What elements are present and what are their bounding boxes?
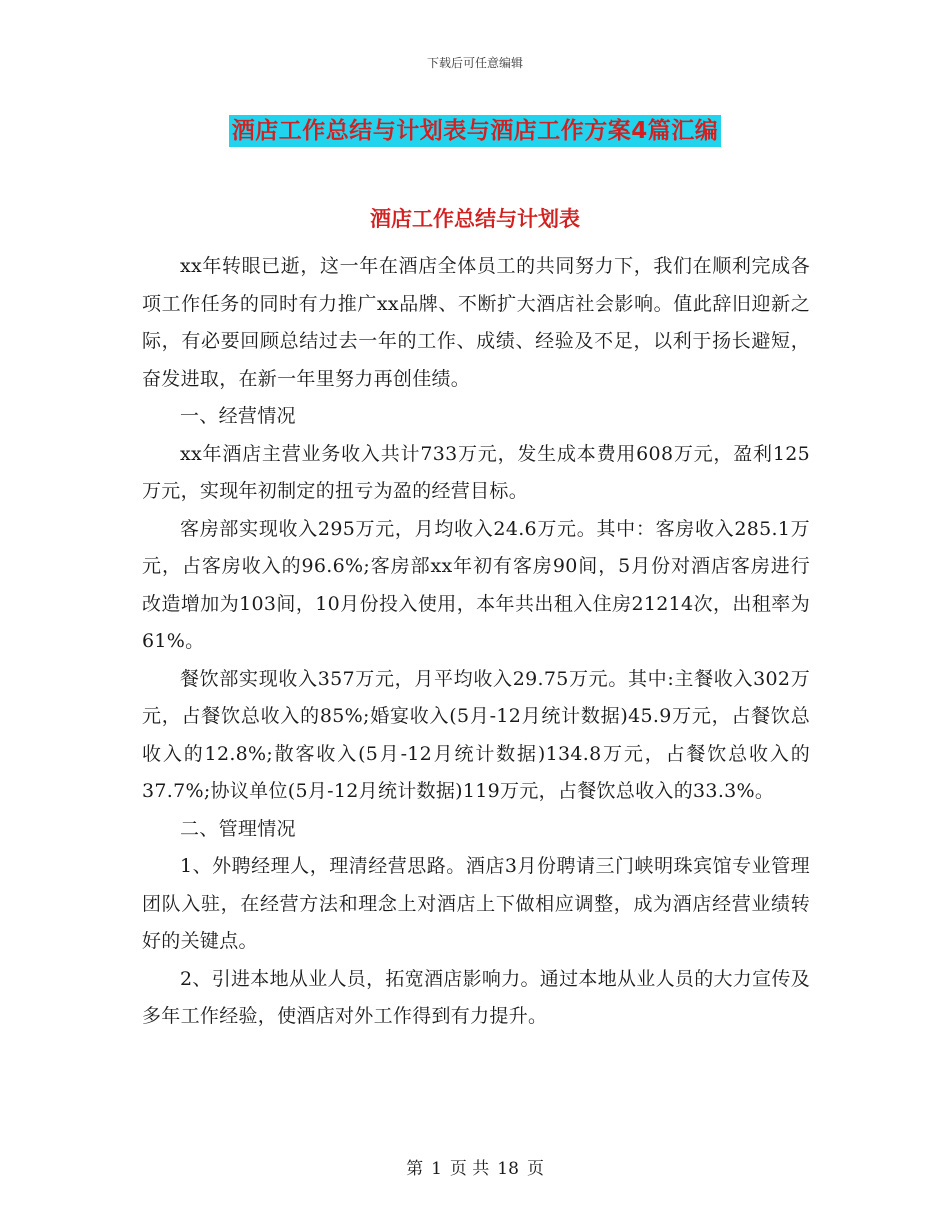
paragraph-management-2: 2、引进本地从业人员，拓宽酒店影响力。通过本地从业人员的大力宣传及多年工作经验，使酒店对外工作得到有力提升。: [142, 967, 810, 1027]
footer-page-number: 1: [431, 1159, 442, 1179]
document-title-text: 酒店工作总结与计划表与酒店工作方案4篇汇编: [229, 115, 722, 147]
footer-prefix: 第: [406, 1159, 424, 1179]
footer-total-pages: 18: [497, 1159, 519, 1179]
document-title: [0, 112, 950, 145]
header-note: 下载后可任意编辑: [426, 56, 523, 70]
heading-management: 二、管理情况: [180, 817, 296, 840]
heading-operations: 一、经营情况: [180, 405, 296, 427]
paragraph-rooms-department: 客房部实现收入295万元，月均收入24.6万元。其中：客房收入285.1万元，占客房收入的96.6%;客房部xx年初有客房90间，5月份对酒店客房进行改造增加为103间，10月份投入使用，本年共出租入住房21214次，出租率为61%。: [142, 517, 810, 652]
paragraph-catering-department: 餐饮部实现收入357万元，月平均收入29.75万元。其中:主餐收入302万元，占餐饮总收入的85%;婚宴收入(5月-12月统计数据)45.9万元，占餐饮总收入的12.8%;散客收入(5月-12月统计数据)134.8万元，占餐饮总收入的37.7%;协议单位(5月-12月统计数据)119万元，占餐饮总收入的33.3%。: [142, 667, 810, 802]
footer-middle: 页 共: [449, 1159, 490, 1179]
footer-suffix: 页: [526, 1159, 544, 1179]
paragraph-management-1: 1、外聘经理人，理清经营思路。酒店3月份聘请三门峡明珠宾馆专业管理团队入驻，在经营方法和理念上对酒店上下做相应调整，成为酒店经营业绩转好的关键点。: [142, 855, 810, 952]
paragraph-intro: xx年转眼已逝，这一年在酒店全体员工的共同努力下，我们在顺利完成各项工作任务的同时有力推广xx品牌、不断扩大酒店社会影响。值此辞旧迎新之际，有必要回顾总结过去一年的工作、成绩、经验及不足，以利于扬长避短，奋发进取，在新一年里努力再创佳绩。: [142, 255, 810, 390]
paragraph-revenue-summary: xx年酒店主营业务收入共计733万元，发生成本费用608万元，盈利125万元，实现年初制定的扭亏为盈的经营目标。: [142, 442, 810, 502]
body-text: [142, 248, 810, 1036]
section-title: 酒店工作总结与计划表: [370, 207, 580, 231]
page-footer: [0, 1154, 950, 1179]
